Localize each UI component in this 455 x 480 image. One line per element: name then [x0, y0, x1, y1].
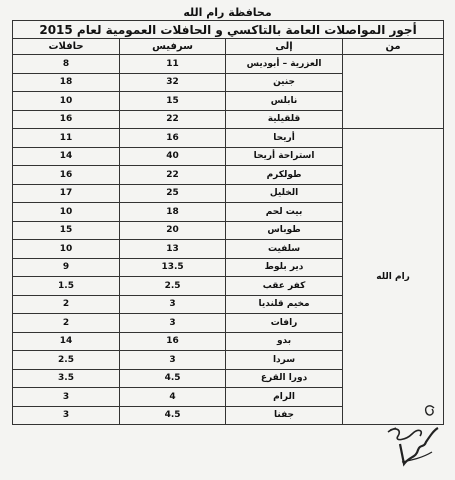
bus-fare-cell: 16 [13, 166, 120, 185]
taxi-fare-cell: 15 [120, 92, 226, 111]
bus-fare-cell: 11 [13, 129, 120, 148]
destination-cell: استراحة أريحا [226, 147, 343, 166]
table-title: أجور المواصلات العامة بالتاكسي و الحافلات العمومية لعام 2015 [13, 21, 444, 39]
destination-cell: نابلس [226, 92, 343, 111]
destination-cell: طولكرم [226, 166, 343, 185]
table-row [13, 129, 444, 148]
destination-cell: العزرية – أبوديس [226, 55, 343, 74]
fares-table [12, 20, 444, 425]
taxi-fare-cell: 3 [120, 351, 226, 370]
from-cell [343, 55, 444, 129]
bus-fare-cell: 10 [13, 203, 120, 222]
destination-cell: رافات [226, 314, 343, 333]
governorate-title: محافظة رام الله [183, 6, 272, 19]
taxi-fare-cell: 22 [120, 166, 226, 185]
bus-fare-cell: 16 [13, 110, 120, 129]
header-taxi: سرفيس [120, 39, 226, 55]
destination-cell: سلفيت [226, 240, 343, 259]
table-header-row [13, 39, 444, 55]
from-cell: رام الله [343, 129, 444, 425]
bus-fare-cell: 9 [13, 258, 120, 277]
bus-fare-cell: 1.5 [13, 277, 120, 296]
destination-cell: أريحا [226, 129, 343, 148]
taxi-fare-cell: 16 [120, 129, 226, 148]
table-title-row [13, 21, 444, 39]
table-row [13, 55, 444, 74]
taxi-fare-cell: 22 [120, 110, 226, 129]
bus-fare-cell: 18 [13, 73, 120, 92]
taxi-fare-cell: 3 [120, 295, 226, 314]
bus-fare-cell: 2.5 [13, 351, 120, 370]
taxi-fare-cell: 32 [120, 73, 226, 92]
bus-fare-cell: 14 [13, 147, 120, 166]
taxi-fare-cell: 40 [120, 147, 226, 166]
bus-fare-cell: 3.5 [13, 369, 120, 388]
header-bus: حافلات [13, 39, 120, 55]
bus-fare-cell: 15 [13, 221, 120, 240]
destination-cell: دورا القرع [226, 369, 343, 388]
bus-fare-cell: 14 [13, 332, 120, 351]
destination-cell: بدو [226, 332, 343, 351]
taxi-fare-cell: 13 [120, 240, 226, 259]
destination-cell: الخليل [226, 184, 343, 203]
bus-fare-cell: 2 [13, 295, 120, 314]
destination-cell: قلقيلية [226, 110, 343, 129]
taxi-fare-cell: 3 [120, 314, 226, 333]
taxi-fare-cell: 18 [120, 203, 226, 222]
header-from: من [343, 39, 444, 55]
bus-fare-cell: 2 [13, 314, 120, 333]
destination-cell: كفر عقب [226, 277, 343, 296]
bus-fare-cell: 10 [13, 92, 120, 111]
bus-fare-cell: 8 [13, 55, 120, 74]
taxi-fare-cell: 16 [120, 332, 226, 351]
taxi-fare-cell: 11 [120, 55, 226, 74]
taxi-fare-cell: 4.5 [120, 406, 226, 425]
destination-cell: طوباس [226, 221, 343, 240]
destination-cell: مخيم قلنديا [226, 295, 343, 314]
bus-fare-cell: 3 [13, 406, 120, 425]
bus-fare-cell: 3 [13, 388, 120, 407]
destination-cell: جفنا [226, 406, 343, 425]
handwritten-signature [382, 400, 444, 470]
bus-fare-cell: 17 [13, 184, 120, 203]
destination-cell: الرام [226, 388, 343, 407]
header-to: إلى [226, 39, 343, 55]
taxi-fare-cell: 4.5 [120, 369, 226, 388]
taxi-fare-cell: 13.5 [120, 258, 226, 277]
destination-cell: بيت لحم [226, 203, 343, 222]
destination-cell: دير بلوط [226, 258, 343, 277]
bus-fare-cell: 10 [13, 240, 120, 259]
taxi-fare-cell: 4 [120, 388, 226, 407]
taxi-fare-cell: 2.5 [120, 277, 226, 296]
taxi-fare-cell: 25 [120, 184, 226, 203]
taxi-fare-cell: 20 [120, 221, 226, 240]
destination-cell: جنين [226, 73, 343, 92]
destination-cell: سردا [226, 351, 343, 370]
